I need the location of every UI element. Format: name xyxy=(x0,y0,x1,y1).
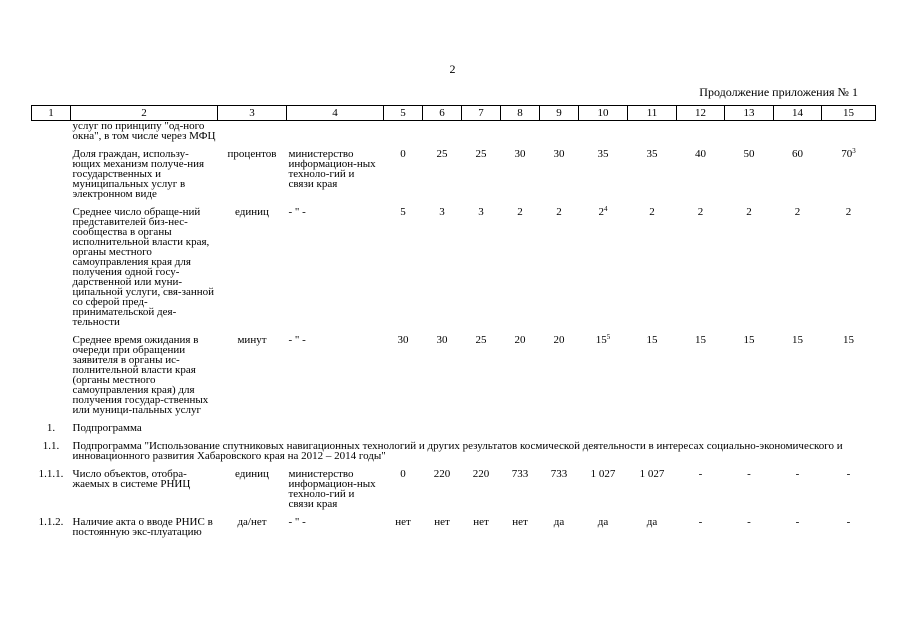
value-cell xyxy=(677,207,725,327)
section-index: 1. xyxy=(46,422,56,434)
value-cell: 220 xyxy=(433,468,451,480)
gap-cell xyxy=(32,415,876,423)
value-cell xyxy=(628,335,677,415)
value-text: 40 xyxy=(695,148,706,160)
section-title: Подпрограмма xyxy=(72,422,142,434)
section-title: Подпрограмма "Использование спутниковых навигационных технологий и других результатов космической деятельности в интересах социально-экономического и инновационного развития Хабаровского края на 2012 – 2014 годы" xyxy=(72,440,843,462)
value-cell xyxy=(822,149,876,199)
value-text: 3 xyxy=(439,206,445,218)
value-cell xyxy=(501,335,540,415)
value-cell xyxy=(384,335,423,415)
column-number-header: 4 xyxy=(287,106,384,121)
page-number: 2 xyxy=(449,62,456,76)
value-cell xyxy=(462,335,501,415)
row-index: 1.1.1. xyxy=(38,468,64,480)
value-text: 0 xyxy=(400,148,406,160)
unit-cell: минут xyxy=(237,334,267,346)
responsible-cell: министерство информацион-ных техноло-гий и связи края xyxy=(288,468,376,510)
value-cell xyxy=(540,121,579,142)
value-text: 25 xyxy=(475,148,487,160)
value-text: 30 xyxy=(436,334,448,346)
indicator-name: услуг по принципу "од-ного окна", в том числе через МФЦ xyxy=(72,120,216,142)
column-number-header: 6 xyxy=(423,106,462,121)
value-cell: нет xyxy=(512,516,528,528)
footnote-mark: 3 xyxy=(852,147,856,155)
value-text: 2 xyxy=(517,206,523,218)
indicators-table xyxy=(31,105,876,545)
value-text: 15 xyxy=(595,334,607,346)
value-cell xyxy=(501,149,540,199)
unit-cell: единиц xyxy=(235,468,269,480)
value-cell xyxy=(462,207,501,327)
column-number-header: 10 xyxy=(579,106,628,121)
value-cell xyxy=(540,207,579,327)
column-number-row xyxy=(32,106,876,121)
column-number-header: 5 xyxy=(384,106,423,121)
column-number-header: 14 xyxy=(774,106,822,121)
gap-cell xyxy=(32,537,876,545)
value-cell: 220 xyxy=(472,468,490,480)
value-cell xyxy=(628,207,677,327)
table-row xyxy=(32,149,876,199)
value-text: 2 xyxy=(556,206,562,218)
value-text: 2 xyxy=(697,206,704,218)
column-number-header: 2 xyxy=(71,106,218,121)
value-cell: 1 027 xyxy=(639,468,665,480)
footnote-mark: 5 xyxy=(606,333,611,341)
row-gap xyxy=(32,537,876,545)
table-row xyxy=(32,469,876,509)
value-text: 2 xyxy=(649,206,655,218)
value-cell xyxy=(677,335,725,415)
responsible-cell: - " - xyxy=(288,206,306,218)
value-text: 15 xyxy=(646,334,658,346)
section-row xyxy=(32,423,876,433)
value-cell xyxy=(384,149,423,199)
column-number-header: 8 xyxy=(501,106,540,121)
unit-cell: да/нет xyxy=(237,516,267,528)
value-cell: - xyxy=(698,516,703,528)
value-text: 15 xyxy=(695,334,706,346)
value-cell: - xyxy=(795,468,800,480)
value-cell: нет xyxy=(473,516,489,528)
value-cell: - xyxy=(846,468,851,480)
table-row xyxy=(32,517,876,537)
continuation-caption: Продолжение приложения № 1 xyxy=(699,85,858,99)
footnote-mark: 4 xyxy=(604,205,608,213)
value-cell xyxy=(628,121,677,142)
value-cell xyxy=(579,335,628,415)
value-text: 50 xyxy=(743,148,755,160)
column-number-header: 9 xyxy=(540,106,579,121)
value-cell xyxy=(579,149,628,199)
value-cell xyxy=(423,207,462,327)
value-cell: - xyxy=(846,516,851,528)
value-cell xyxy=(423,149,462,199)
value-cell: 733 xyxy=(511,468,529,480)
responsible-cell: - " - xyxy=(288,516,306,528)
value-cell: да xyxy=(597,516,609,528)
value-cell: 733 xyxy=(550,468,568,480)
value-text: 30 xyxy=(514,148,526,160)
value-cell xyxy=(677,149,725,199)
value-cell xyxy=(423,335,462,415)
value-cell xyxy=(822,121,876,142)
value-cell: нет xyxy=(434,516,450,528)
value-cell xyxy=(822,335,876,415)
value-text: 35 xyxy=(646,148,658,160)
value-cell: да xyxy=(553,516,565,528)
column-number-header: 11 xyxy=(628,106,677,121)
unit-cell: процентов xyxy=(227,148,277,160)
row-index xyxy=(32,207,71,327)
table-row xyxy=(32,207,876,327)
table-row xyxy=(32,121,876,142)
value-cell xyxy=(423,121,462,142)
value-text: 5 xyxy=(400,206,406,218)
value-text: 15 xyxy=(743,334,755,346)
value-cell xyxy=(725,335,774,415)
column-number-header: 12 xyxy=(677,106,725,121)
value-cell: да xyxy=(646,516,658,528)
value-cell: 1 027 xyxy=(590,468,616,480)
responsible-cell xyxy=(287,121,384,142)
value-cell xyxy=(725,207,774,327)
value-cell: нет xyxy=(395,516,411,528)
indicator-name: Среднее число обраще-ний представителей биз-нес-сообщества в органы исполнительной власти края, органы местного самоуправления края для получения одной госу-дарственной или муни-ципальной услуги, свя-занной со сферой пред-принимательской дея-тельности xyxy=(72,206,214,328)
value-cell: - xyxy=(795,516,800,528)
value-cell: - xyxy=(747,468,751,480)
responsible-cell: - " - xyxy=(288,334,306,346)
row-gap xyxy=(32,415,876,423)
value-cell xyxy=(725,149,774,199)
column-number-header: 1 xyxy=(32,106,71,121)
value-text: 15 xyxy=(792,334,803,346)
responsible-cell: министерство информацион-ных техноло-гий и связи края xyxy=(288,148,376,190)
value-cell xyxy=(774,121,822,142)
value-cell xyxy=(501,121,540,142)
value-cell xyxy=(822,207,876,327)
value-text: 3 xyxy=(478,206,484,218)
row-index xyxy=(32,121,71,142)
value-text: 30 xyxy=(553,148,565,160)
value-cell xyxy=(462,121,501,142)
row-index: 1.1.2. xyxy=(38,516,64,528)
value-text: 2 xyxy=(794,206,801,218)
value-cell: - xyxy=(698,468,703,480)
value-cell xyxy=(725,121,774,142)
value-text: 2 xyxy=(598,206,604,218)
indicator-name: Число объектов, отобра-жаемых в системе РНИЦ xyxy=(72,468,191,490)
table-row xyxy=(32,335,876,415)
column-number-header: 7 xyxy=(462,106,501,121)
value-cell xyxy=(628,149,677,199)
value-cell xyxy=(774,207,822,327)
value-cell xyxy=(540,149,579,199)
column-number-header: 3 xyxy=(218,106,287,121)
column-number-header: 15 xyxy=(822,106,876,121)
value-text: 25 xyxy=(436,148,448,160)
value-cell xyxy=(384,207,423,327)
value-cell xyxy=(540,335,579,415)
value-cell xyxy=(579,121,628,142)
value-cell xyxy=(384,121,423,142)
value-cell xyxy=(579,207,628,327)
value-text: 35 xyxy=(597,148,609,160)
value-text: 60 xyxy=(792,148,803,160)
value-text: 30 xyxy=(397,334,409,346)
column-number-header: 13 xyxy=(725,106,774,121)
row-index xyxy=(32,335,71,415)
unit-cell xyxy=(218,121,287,142)
value-cell xyxy=(774,149,822,199)
value-text: 2 xyxy=(746,206,752,218)
section-index: 1.1. xyxy=(42,440,60,452)
unit-cell: единиц xyxy=(235,206,269,218)
value-text: 20 xyxy=(553,334,565,346)
row-index xyxy=(32,149,71,199)
indicator-name: Наличие акта о вводе РНИС в постоянную экс-плуатацию xyxy=(72,516,213,538)
value-cell: - xyxy=(747,516,751,528)
value-text: 15 xyxy=(843,334,854,346)
value-text: 70 xyxy=(841,148,853,160)
indicator-name: Среднее время ожидания в очереди при обращении заявителя в органы ис-полнительной власти края (органы местного самоуправления края) для получения государ-ственных или муници-пальных услуг xyxy=(72,334,209,416)
value-cell: 0 xyxy=(400,468,406,480)
indicator-name: Доля граждан, использу-ющих механизм получе-ния государственных и муниципальных услуг в электронном виде xyxy=(72,148,205,200)
value-text: 25 xyxy=(475,334,487,346)
value-text: 20 xyxy=(514,334,526,346)
section-row xyxy=(32,441,876,461)
value-cell xyxy=(774,335,822,415)
value-cell xyxy=(677,121,725,142)
value-cell xyxy=(462,149,501,199)
value-text: 2 xyxy=(845,206,852,218)
value-cell xyxy=(501,207,540,327)
